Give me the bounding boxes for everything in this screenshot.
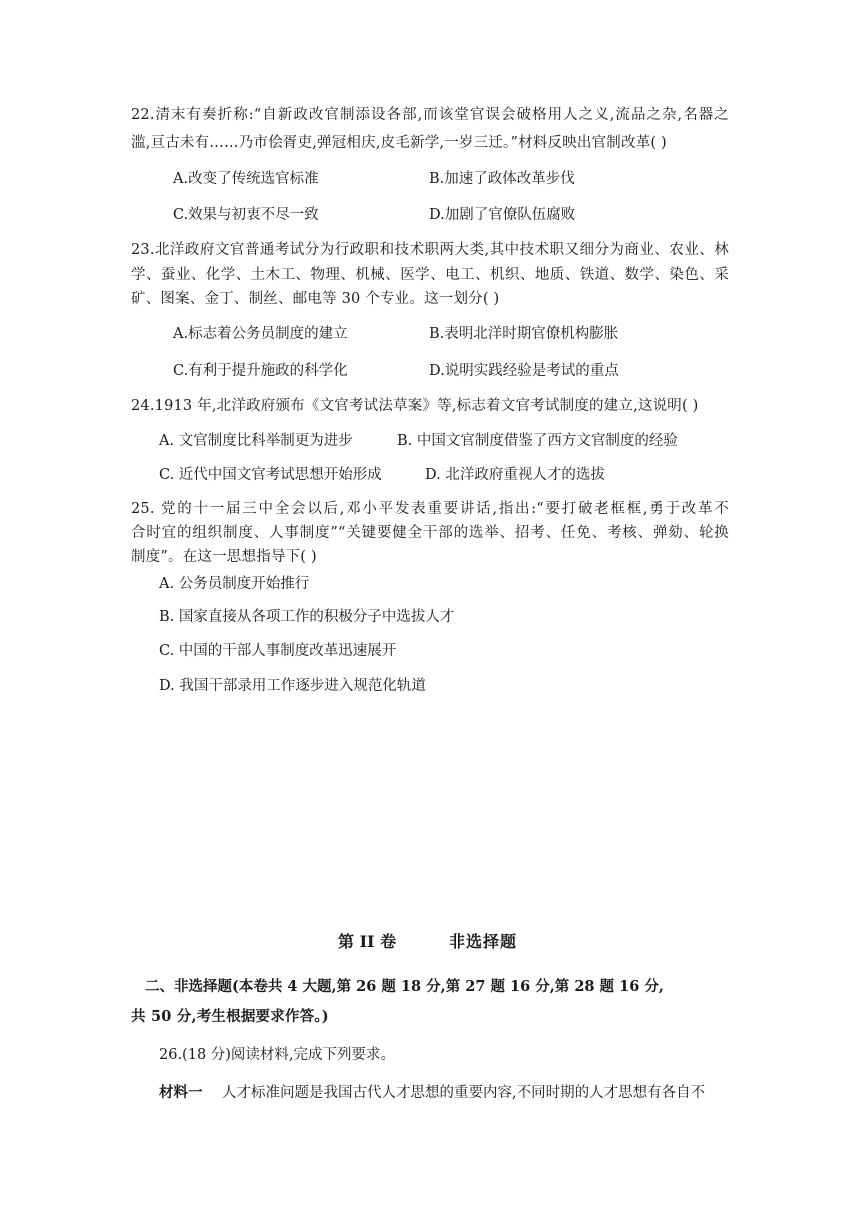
q26-material-label: 材料一: [159, 1084, 203, 1101]
q25-option-c: C. 中国的干部人事制度改革迅速展开: [159, 643, 397, 659]
section-volume-label: 第 II 卷: [338, 932, 397, 951]
q22-option-d: D.加剧了官僚队伍腐败: [429, 207, 576, 223]
q26-stem: 26.(18 分)阅读材料,完成下列要求。: [159, 1047, 396, 1063]
section-instructions-line-2: 共 50 分,考生根据要求作答。): [131, 1008, 329, 1025]
q25-stem-line-2: 合时宜的组织制度、人事制度”“关键要健全干部的选举、招考、任免、考核、弹劾、轮换: [131, 525, 729, 541]
section-instructions-line-1: 二、非选择题(本卷共 4 大题,第 26 题 18 分,第 27 题 16 分,第 28 题 16 分,: [145, 978, 664, 995]
section-title: 非选择题: [449, 932, 518, 951]
q22-stem-line-2: 滥,亘古未有……乃市侩胥吏,弹冠相庆,皮毛新学,一岁三迁。”材料反映出官制改革( ): [131, 135, 667, 151]
q23-option-c: C.有利于提升施政的科学化: [173, 363, 348, 379]
q24-option-c: C. 近代中国文官考试思想开始形成: [159, 467, 382, 483]
q22-option-b: B.加速了政体改革步伐: [429, 171, 575, 187]
q23-option-b: B.表明北洋时期官僚机构膨胀: [429, 326, 619, 342]
q25-stem-line-3: 制度”。在这一思想指导下( ): [131, 549, 317, 565]
q22-option-a: A.改变了传统选官标准: [173, 171, 319, 187]
q24-option-b: B. 中国文官制度借鉴了西方文官制度的经验: [397, 433, 678, 449]
q25-option-b: B. 国家直接从各项工作的积极分子中选拔人才: [159, 609, 455, 625]
q23-option-d: D.说明实践经验是考试的重点: [429, 363, 619, 379]
q24-stem-line-1: 24.1913 年,北洋政府颁布《文官考试法草案》等,标志着文官考试制度的建立,这说明( ): [131, 398, 699, 414]
q25-option-a: A. 公务员制度开始推行: [159, 576, 310, 592]
q23-stem-line-3: 矿、图案、金丁、制丝、邮电等 30 个专业。这一划分( ): [131, 291, 500, 307]
q23-stem-line-2: 学、蚕业、化学、土木工、物理、机械、医学、电工、机织、地质、铁道、数学、染色、采: [131, 267, 729, 283]
q26-material-text: 人才标准问题是我国古代人才思想的重要内容,不同时期的人才思想有各自不: [222, 1085, 706, 1101]
q23-option-a: A.标志着公务员制度的建立: [173, 326, 348, 342]
q25-stem-line-1: 25. 党的十一届三中全会以后,邓小平发表重要讲话,指出:“要打破老框框,勇于改革不: [131, 501, 729, 517]
q22-option-c: C.效果与初衷不尽一致: [173, 207, 319, 223]
q24-option-d: D. 北洋政府重视人才的选拔: [425, 467, 605, 483]
q25-option-d: D. 我国干部录用工作逐步进入规范化轨道: [159, 678, 426, 694]
q22-stem-line-1: 22.清末有奏折称:“自新政改官制添设各部,而该堂官误会破格用人之义,流品之杂,名器之: [131, 107, 729, 123]
q23-stem-line-1: 23.北洋政府文官普通考试分为行政职和技术职两大类,其中技术职又细分为商业、农业、林: [131, 242, 729, 258]
q24-option-a: A. 文官制度比科举制更为进步: [159, 433, 353, 449]
